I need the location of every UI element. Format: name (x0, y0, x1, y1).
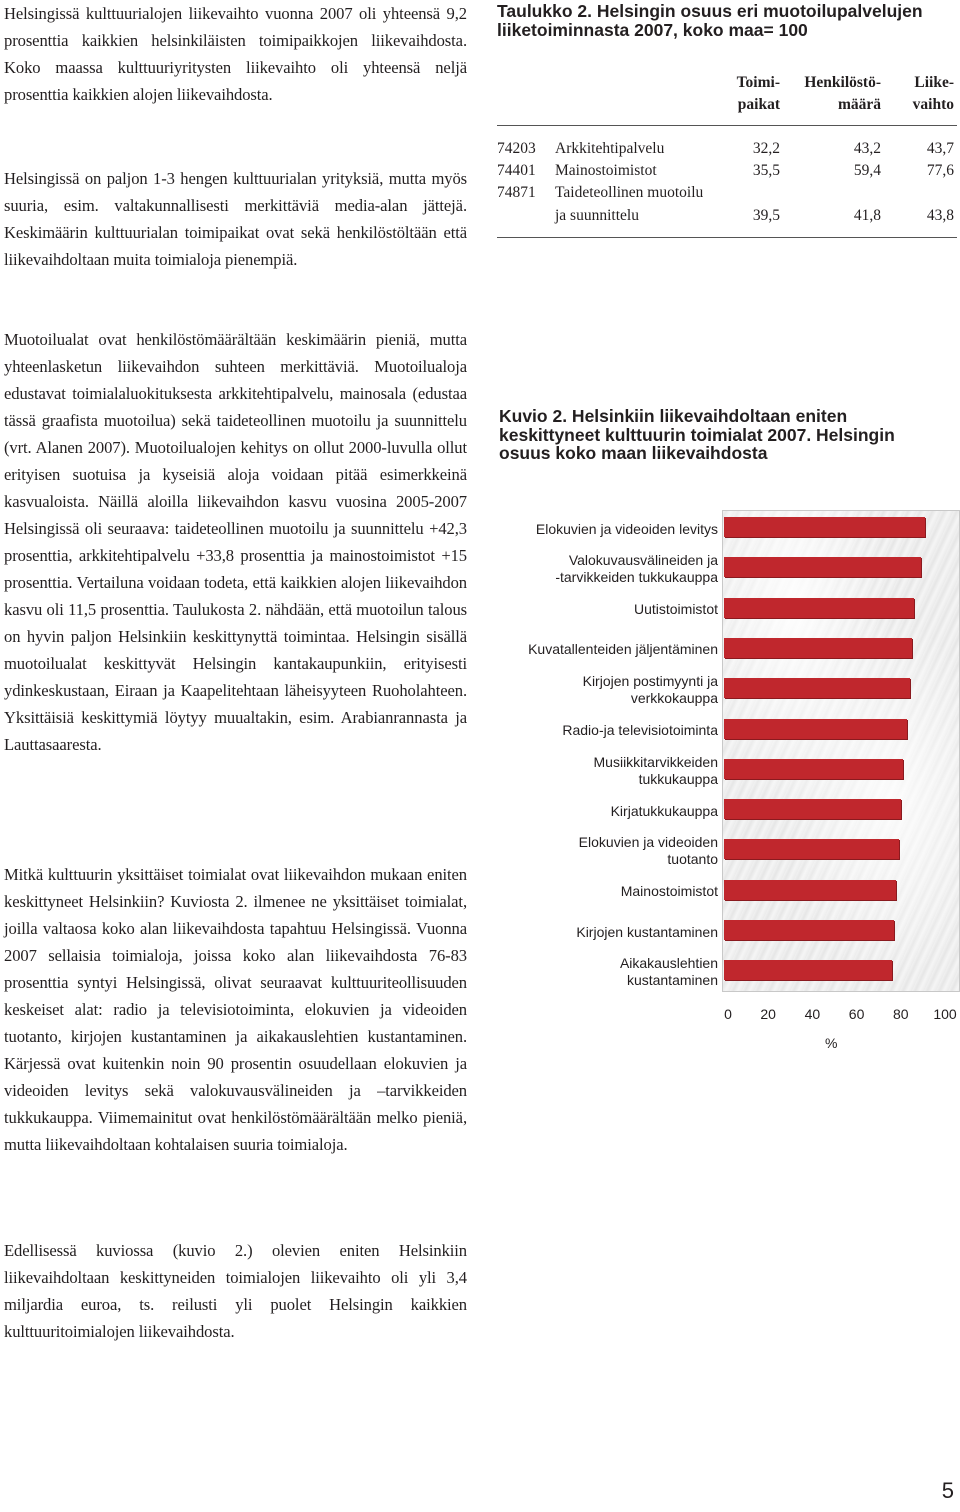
chart-x-tick-label: 0 (724, 1006, 732, 1022)
row-name: Arkkitehtipalvelu (555, 140, 665, 157)
row-toimipaikat: 35,5 (752, 162, 780, 179)
table-header-toimipaikat: Toimi- paikat (736, 74, 780, 113)
chart-bar (724, 557, 921, 577)
chart-category-label: Kirjatukkukauppa (610, 802, 718, 819)
chart-x-axis-label: % (825, 1035, 838, 1051)
row-henkilosto: 41,8 (853, 207, 881, 224)
row-name-line2: ja suunnittelu (555, 207, 639, 224)
row-henkilosto: 59,4 (853, 162, 881, 179)
row-name: Mainostoimistot (555, 162, 657, 179)
chart-bar (724, 719, 907, 739)
table-header-henkilosto: Henkilöstö- määrä (804, 74, 881, 113)
chart-bar (724, 678, 910, 698)
row-liikevaihto: 77,6 (926, 162, 954, 179)
chart-category-label: Kirjojen kustantaminen (576, 923, 718, 940)
row-name: Taideteollinen muotoilu (555, 184, 704, 201)
table-rule-bottom (497, 237, 957, 238)
chart-bar (724, 920, 894, 940)
chart-bar (724, 638, 912, 658)
figure-caption: Kuvio 2. Helsinkiin liikevaihdoltaan eniten keskittyneet kulttuurin toimialat 2007. Helsingin osuus koko maan liikevaihdosta (499, 406, 895, 463)
row-code: 74871 (497, 184, 536, 201)
chart-bar (724, 960, 892, 980)
chart-bar (724, 839, 899, 859)
chart-bar (724, 880, 896, 900)
chart-x-tick-label: 40 (804, 1006, 821, 1022)
row-toimipaikat: 39,5 (752, 207, 780, 224)
chart-category-label: Valokuvausvälineiden ja -tarvikkeiden tukkukauppa (555, 552, 718, 586)
chart-bar (724, 598, 914, 618)
chart-category-label: Musiikkitarvikkeiden tukkukauppa (593, 753, 718, 787)
chart-category-label: Uutistoimistot (633, 601, 718, 618)
paragraph-5: Edellisessä kuviossa (kuvio 2.) olevien eniten Helsinkiin liikevaihdoltaan keskittyneiden toimialojen liikevaihto oli yli 3,4 miljardia euroa, ts. reilusti yli puolet Helsingin kaikkien kulttuuritoimialojen liikevaihdosta. (4, 1241, 467, 1341)
chart-category-label: Kuvatallenteiden jäljentäminen (528, 641, 718, 658)
paragraph-2: Helsingissä on paljon 1-3 hengen kulttuurialan yrityksiä, mutta myös suuria, esim. valtakunnallisesti merkittäviä media-alan jättejä. Keskimäärin kulttuurialan toimipaikat ovat sekä henkilöstöltään että liikevaihdoltaan muita toimialoja pienempiä. (4, 169, 467, 269)
chart-x-tick-label: 100 (933, 1006, 957, 1022)
row-henkilosto: 43,2 (853, 140, 881, 157)
table-caption: Taulukko 2. Helsingin osuus eri muotoilupalvelujen liiketoiminnasta 2007, koko maa= 100 (497, 1, 923, 40)
chart-category-label: Mainostoimistot (620, 883, 718, 900)
row-code: 74203 (497, 140, 536, 157)
chart-x-tick-label: 20 (760, 1006, 776, 1022)
row-code: 74401 (497, 162, 536, 179)
chart-x-tick-label: 80 (893, 1006, 909, 1022)
chart-category-label: Elokuvien ja videoiden tuotanto (578, 834, 718, 868)
row-liikevaihto: 43,7 (926, 140, 954, 157)
table-header-liikevaihto: Liike- vaihto (912, 74, 954, 113)
row-liikevaihto: 43,8 (926, 207, 954, 224)
chart-category-label: Aikakauslehtien kustantaminen (619, 955, 718, 989)
row-toimipaikat: 32,2 (752, 140, 780, 157)
chart-category-label: Radio-ja televisiotoiminta (562, 722, 718, 738)
paragraph-4: Mitkä kulttuurin yksittäiset toimialat ovat liikevaihdon mukaan eniten keskittyneet Helsinkiin? Kuviosta 2. ilmenee ne yksittäiset toimialat, joilla valtaosa koko alan liikevaihdosta tapahtuu Helsingissä. Vuonna 2007 sellaisia toimialoja, joissa koko alan liikevaihdosta 76-83 prosenttia syntyi Helsingissä, olivat seuraavat kulttuuriteollisuuden keskeiset alat: radio ja televisiotoiminta, elokuvien ja videoiden tuotanto, kirjojen kustantaminen ja aikakauslehtien kustantaminen. Kärjessä ovat kuitenkin noin 90 prosentin osuudellaan elokuvien ja videoiden levitys sekä valokuvausvälineiden ja –tarvikkeiden tukkukauppa. Viimemainitut ovat henkilöstömäärältään melko pieniä, mutta liikevaihdoltaan kohtalaisen suuria toimialoja. (4, 865, 467, 1154)
chart-bar (724, 517, 925, 537)
chart-bar (724, 759, 903, 779)
page-number: 5 (941, 1478, 954, 1503)
paragraph-3: Muotoilualat ovat henkilöstömäärältään keskimäärin pieniä, mutta yhteenlasketun liikevaihdon suhteen merkittäviä. Muotoilualoja edustavat toimialaluokituksesta arkkitehtipalvelu, mainosala (edustaa tässä graafista muotoilua) sekä taideteollinen muotoilu ja suunnittelu (vrt. Alanen 2007). Muotoilualojen kehitys on ollut 2000-luvulla ollut erityisen suotuisa ja kyseisiä aloja voidaan pitää esimerkkeinä kasvualoista. Näillä aloilla liikevaihdon kasvu vuosina 2005-2007 Helsingissä oli seuraava: taideteollinen muotoilu ja suunnittelu +42,3 prosenttia, arkkitehtipalvelu +33,8 prosenttia ja mainostoimistot +15 prosenttia. Vertailuna voidaan todeta, että kaikkien alojen liikevaihdon kasvu oli 11,5 prosenttia. Taulukosta 2. nähdään, että muotoilun talous on hyvin paljon Helsinkiin keskittynyttä toimintaa. Helsingin sisällä muotoilualat keskittyvät Helsingin kantakaupunkiin, erityisesti ydinkeskustaan, Eiraan ja Kaapelitehtaan läheisyyteen Ruoholahteen. Yksittäisiä keskittymiä löytyy muualtakin, esim. Arabianrannasta ja Lauttasaaresta. (4, 330, 467, 754)
chart-category-label: Elokuvien ja videoiden levitys (535, 520, 718, 537)
table-rule-top (497, 125, 957, 126)
chart-category-label: Kirjojen postimyynti ja verkkokauppa (582, 673, 718, 707)
chart-bar (724, 799, 901, 819)
paragraph-1: Helsingissä kulttuurialojen liikevaihto vuonna 2007 oli yhteensä 9,2 prosenttia kaikkien helsinkiläisten toimipaikkojen liikevaihdosta. Koko maassa kulttuuriyritysten liikevaihto oli yhteensä neljä prosenttia kaikkien alojen liikevaihdosta. (4, 4, 467, 104)
chart-x-tick-label: 60 (848, 1006, 865, 1022)
